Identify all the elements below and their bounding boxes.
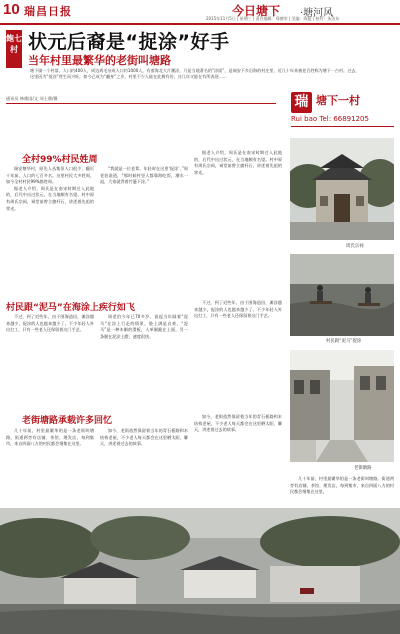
- photo-ancestral-hall: [290, 138, 394, 240]
- section-3-col-2: [100, 428, 188, 498]
- section-2-para-1: 不过，到了近些年，由于围海造田，滩涂越来越少，捉涂的人也越来越少了。不少年轻人外出打工，只有一些老人还保留着这门手艺。: [6, 314, 94, 333]
- byline: 通讯员 林维国/文 刘士鼎/摄: [6, 96, 58, 101]
- section-title-2: 村民跟“泥马”在海涂上疾行如飞: [6, 303, 135, 313]
- headline: 状元后裔是“捉涂”好手: [28, 31, 230, 53]
- byline-rule: [6, 103, 276, 104]
- subheadline: 当年村里最繁华的老街叫塘路: [28, 54, 171, 67]
- lead-paragraph: 塘下镇一个村落，人口约400人，周边鸡毛杂成人口约1000人，有着海北大片潮涂，乃是当地著名的“涂面”，是瑞安下乡沿海的村庄里，近几十年来被老百姓称为塘下一古村。过去，这里因为“捉涂”营生而兴旺，如今已成为“翻身”之乡，村里不少人能在此拥有份，这几年又能在有所表现……: [30, 68, 360, 80]
- old-street-image: [290, 350, 394, 462]
- dateline: 2015年11月5日 | 星期三 | 责任编辑：郑德荣 | 美编：陈挺 | 校对：朱洁东: [206, 16, 340, 21]
- column-badge-title: 塘下一村: [316, 94, 360, 107]
- mudflat-image: [290, 254, 394, 336]
- section-2-para-2: 周老伯今年已70多岁，说起当年踩着“泥马”在涂上行走的情景，脸上满是自豪。“泥马”是一种木制的滑板，人单腿跪在上面，另一条腿在泥涂上蹬，速度很快。: [100, 314, 188, 339]
- section-title-3: 老街塘路承载许多回忆: [22, 416, 113, 426]
- section-1-col-1: [6, 166, 94, 294]
- paper-name: 瑞昌日报: [24, 5, 72, 18]
- section-subtitle: ·塘河风: [300, 8, 334, 19]
- section-3-para-2: 如今，老街依然保留着当年的青石板路和木结构老屋，不少老人每天都会在这里晒太阳、聊天，讲述着过去的故事。: [100, 428, 188, 447]
- column-badge-pinyin: Rui bao Tel: 66891205: [291, 115, 369, 123]
- photo-1-caption: 周氏宗祠: [346, 244, 364, 249]
- photo-2-caption: 村民跟“泥马”捉涂: [326, 339, 362, 344]
- ancestral-hall-image: [290, 138, 394, 240]
- masthead: [0, 0, 400, 22]
- section-2-col-1: [6, 314, 94, 408]
- section-1-col-3: [194, 150, 282, 294]
- section-3-para-1: 几十年前，村里最繁华的是一条老街叫塘路。街道两旁有店铺、茶馆、理发店，每到集市，来自四面八方的村民都会聚集在这里。: [6, 428, 94, 447]
- section-1-para-2: 据老人介绍，周氏是在南宋时期迁入此地的，后代中出过状元，在当地颇有名望。村中原有周氏宗祠，祠堂前曾立旗杆石，讲述着先祖的荣光。: [6, 185, 94, 211]
- section-2-col-2: [100, 314, 188, 408]
- section-1-col-2: [100, 166, 188, 294]
- section-1-para-2b: 据老人介绍，周氏是在南宋时期迁入此地的，后代中出过状元，在当地颇有名望。村中原有周氏宗祠，祠堂前曾立旗杆石，讲述着先祖的荣光。: [194, 150, 282, 175]
- section-1-para-3: “我就是一位老辈，年轻时在这里‘捉涂’，”周老伯说道，“那时候村里人都靠海吃饭，潮水一退，大家就背着竹篓下涂。”: [100, 166, 188, 185]
- photo-aerial-village: [0, 508, 400, 634]
- section-1-para-1: 瑞安塘华村，原先人丛集但人口很少，翻页十年前，人口约七百多名。这里村民大多姓周，如今全村村民99%都姓周。: [6, 166, 94, 185]
- section-3-col-3: [194, 414, 282, 498]
- section-2-col-3: [194, 300, 282, 408]
- section-2-para-1b: 不过，到了近些年，由于围海造田，滩涂越来越少，捉涂的人也越来越少了。不少年轻人外出打工，只有一些老人还保留着这门手艺。: [194, 300, 282, 319]
- kicker-badge: 飽七村: [6, 30, 22, 68]
- photo-mudflat: [290, 254, 394, 336]
- aerial-village-image: [0, 508, 400, 634]
- section-3-para-2b: 如今，老街依然保留着当年的青石板路和木结构老屋，不少老人每天都会在这里晒太阳、聊天，讲述着过去的故事。: [194, 414, 282, 433]
- photo-3-caption: 老街塘路: [354, 466, 372, 471]
- photo-old-street: [290, 350, 394, 462]
- column-badge-rule: [291, 126, 394, 127]
- section-3-col-1: [6, 428, 94, 498]
- column-badge-char: 瑞: [291, 92, 312, 113]
- section-title-1: 全村99%村民姓周: [22, 155, 98, 165]
- top-rule: [0, 23, 400, 25]
- section-title: 今日塘下: [232, 4, 281, 18]
- page-number: 10: [3, 1, 20, 18]
- right-col-para: 几十年前，村里最繁华的是一条老街叫塘路。街道两旁有店铺、茶馆、理发店，每到集市，来自四面八方的村民都会聚集在这里。: [290, 476, 394, 495]
